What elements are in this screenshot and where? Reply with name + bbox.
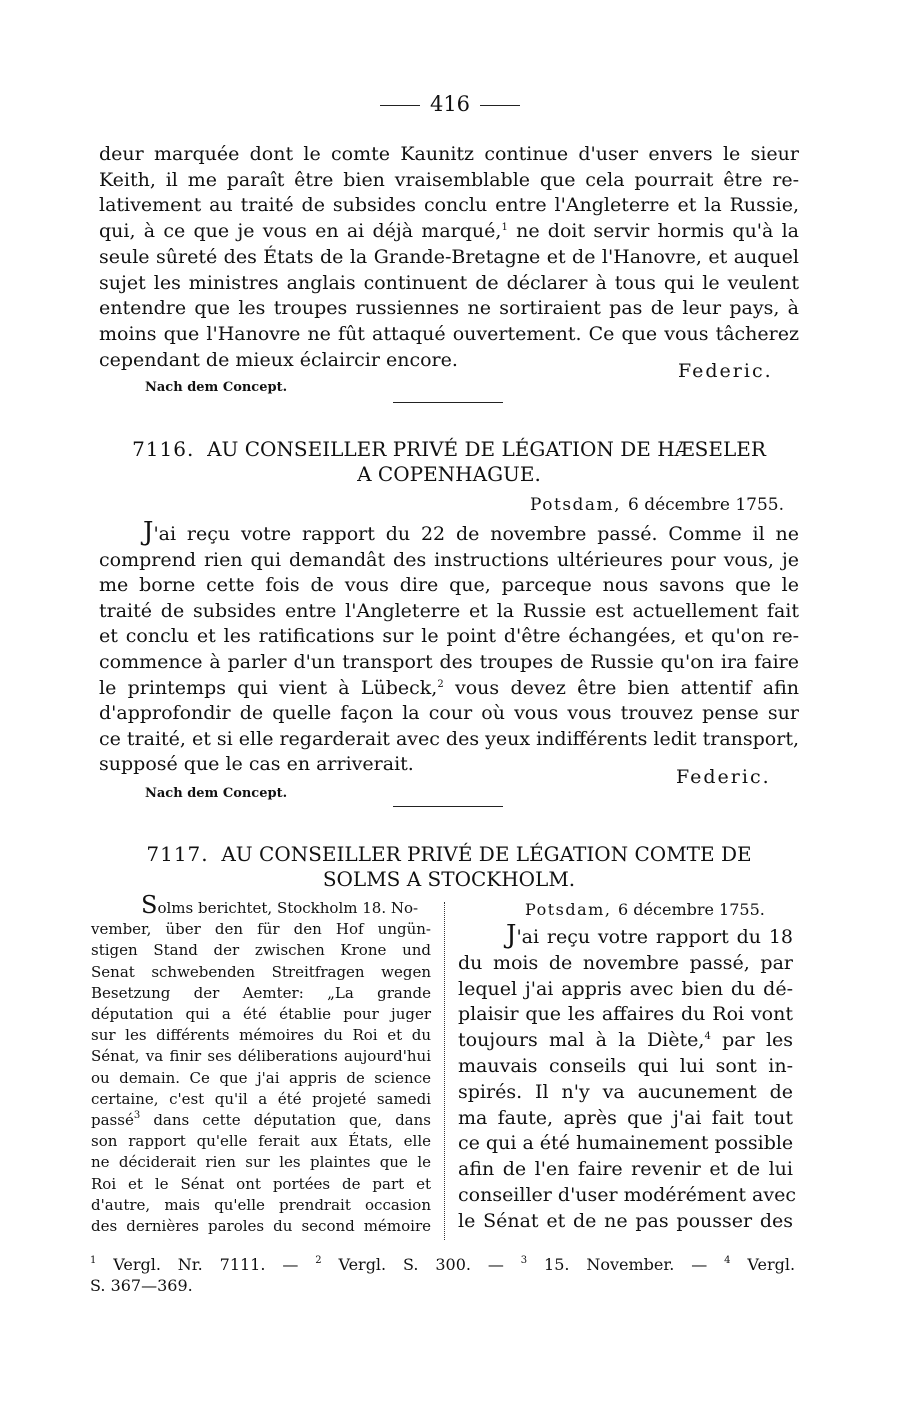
- text-line: moins que l'Hanovre ne fût attaqué ouvertement. Ce que vous tâcherez: [99, 322, 799, 345]
- signature: Federic.: [676, 766, 771, 788]
- letter-title: [99, 842, 799, 892]
- text-line: Roi et le Sénat ont portées de part et: [91, 1174, 431, 1193]
- text-line: cependant de mieux éclaircir encore.: [99, 348, 458, 371]
- text-line: [91, 1110, 431, 1131]
- text-line: me borne cette fois de vous dire que, parceque nous savons que le: [99, 574, 799, 597]
- text-line: [458, 1028, 793, 1054]
- page-number: 416: [429, 92, 471, 116]
- title-line: AU CONSEILLER PRIVÉ DE LÉGATION DE HÆSELER: [207, 437, 766, 461]
- text-line: le Sénat et de ne pas pousser des: [458, 1209, 793, 1232]
- text-fragment: olms berichtet, Stockholm 18. No-: [157, 899, 419, 917]
- letter-number: 7116.: [132, 437, 195, 461]
- text-line: commence à parler d'un transport des troupes de Russie qu'on ira faire: [99, 650, 799, 673]
- text-line: seule sûreté des États de la Grande-Bretagne et de l'Hanovre, et auquel: [99, 245, 799, 268]
- text-line: ce qui a été humainement possible: [458, 1132, 794, 1155]
- text-line: [91, 891, 431, 919]
- letter-title: [99, 437, 799, 487]
- text-line: et conclu et les ratifications sur le point d'être échangées, et qu'on re-: [99, 625, 799, 648]
- text-fragment: le printemps qui vient à Lübeck,: [99, 676, 438, 699]
- text-line: [458, 920, 793, 951]
- source-note: Nach dem Concept.: [145, 786, 288, 801]
- header-dash-right: [480, 105, 520, 106]
- footnote-text: 15. November. —: [544, 1255, 708, 1274]
- letter-body-column: [458, 920, 796, 1235]
- place: Potsdam,: [530, 495, 622, 515]
- footnote-mark: 1: [90, 1255, 97, 1266]
- footnote-mark: 3: [520, 1255, 528, 1266]
- text-line: lativement au traité de subsides conclu entre l'Angleterre et la Russie,: [99, 194, 799, 217]
- letter-body: [99, 517, 800, 778]
- text-line: vember, über den für den Hof ungün-: [91, 920, 431, 939]
- text-line: du mois de novembre passé, par: [458, 951, 793, 974]
- text-line: plaisir que les affaires du Roi vont: [458, 1003, 793, 1026]
- initial-letter: J: [506, 920, 517, 950]
- text-line: [99, 219, 799, 245]
- column-divider: [444, 902, 445, 1240]
- dateline: [525, 900, 765, 919]
- text-line: ma faute, après que j'ai fait tout: [458, 1106, 793, 1129]
- date: 6 décembre 1755.: [628, 495, 785, 515]
- footnote-text: Vergl. S. 300. —: [338, 1255, 504, 1274]
- letter-number: 7117.: [146, 842, 209, 866]
- text-line: stigen Stand der zwischen Krone und: [91, 941, 431, 960]
- text-line: spirés. Il n'y va aucunement de: [458, 1080, 793, 1103]
- footnotes: [90, 1254, 795, 1296]
- text-line: certaine, c'est qu'il a été projeté samedi: [91, 1089, 431, 1108]
- initial-letter: S: [141, 891, 158, 919]
- text-line: conseiller d'user modérément avec: [458, 1183, 796, 1206]
- footnote-mark: 2: [315, 1255, 322, 1266]
- text-line: mauvais conseils qui lui sont in-: [458, 1054, 793, 1077]
- place: Potsdam,: [525, 900, 612, 919]
- title-line: AU CONSEILLER PRIVÉ DE LÉGATION COMTE DE: [221, 842, 752, 866]
- text-line: Keith, il me paraît être bien vraisemblable que cela pourrait être re-: [99, 168, 799, 191]
- text-fragment: qui, à ce que je vous en ai déjà marqué,: [99, 220, 502, 243]
- text-line: entendre que les troupes russiennes ne sortiraient pas de leur pays, à: [99, 297, 799, 320]
- text-line: députation qui a été établie pour juger: [91, 1005, 431, 1024]
- text-fragment: 'ai reçu votre rapport du 22 de novembre passé. Comme il ne: [153, 523, 799, 545]
- footnote-mark: 4: [724, 1255, 731, 1266]
- text-line: [99, 517, 799, 548]
- footnote-ref: 1: [501, 222, 508, 234]
- footnote-line: S. 367—369.: [90, 1276, 193, 1295]
- text-line: ne déciderait rien sur les plaintes que le: [91, 1153, 431, 1172]
- initial-letter: J: [143, 517, 154, 547]
- summary-column: [91, 891, 431, 1237]
- text-line: Sénat, va finir ses déliberations aujourd'hui: [91, 1047, 431, 1066]
- text-line: lequel j'ai appris avec bien du dé-: [458, 977, 793, 1000]
- text-line: [99, 676, 799, 702]
- continuation-paragraph: [99, 142, 799, 373]
- source-note: Nach dem Concept.: [145, 380, 288, 395]
- text-fragment: par les: [722, 1029, 794, 1052]
- title-line: SOLMS A STOCKHOLM.: [322, 867, 576, 891]
- footnote-text: Vergl. Nr. 7111. —: [113, 1255, 299, 1274]
- text-line: Senat schwebenden Streitfragen wegen: [91, 962, 431, 981]
- page-header: [0, 92, 900, 116]
- text-line: des dernières paroles du second mémoire: [91, 1217, 431, 1236]
- footnote-ref: 4: [704, 1031, 711, 1043]
- footnote-text: Vergl.: [747, 1255, 796, 1274]
- text-fragment: passé: [91, 1111, 134, 1130]
- dateline: [530, 495, 784, 515]
- text-fragment: 'ai reçu votre rapport du 18: [516, 926, 793, 948]
- text-fragment: vous devez être bien attentif afin: [455, 676, 799, 699]
- text-line: d'approfondir de quelle façon la cour où vous vous trouvez pense sur: [99, 702, 799, 725]
- text-line: sujet les ministres anglais continuent de déclarer à tous qui le veulent: [99, 271, 799, 294]
- text-fragment: dans cette députation que, dans: [153, 1111, 431, 1130]
- text-line: Besetzung der Aemter: „La grande: [91, 983, 431, 1002]
- text-line: comprend rien qui demandât des instructions ultérieures pour vous, je: [99, 548, 799, 571]
- footnote-line: [90, 1254, 795, 1275]
- text-line: traité de subsides entre l'Angleterre et la Russie est actuellement fait: [99, 599, 799, 622]
- text-line: afin de l'en faire revenir et de lui: [458, 1158, 793, 1181]
- title-line: A COPENHAGUE.: [357, 462, 541, 486]
- text-line: deur marquée dont le comte Kaunitz continue d'user envers le sieur: [99, 143, 799, 165]
- footnote-ref: 2: [437, 678, 444, 690]
- text-line: son rapport qu'elle ferait aux États, elle: [91, 1132, 431, 1151]
- text-line: ce traité, et si elle regarderait avec des yeux indifférents ledit transport,: [99, 727, 800, 750]
- text-line: ou demain. Ce que j'ai appris de science: [91, 1068, 431, 1087]
- text-fragment: ne doit servir hormis qu'à la: [516, 220, 799, 243]
- signature: Federic.: [678, 360, 773, 382]
- text-line: d'autre, mais qu'elle prendrait occasion: [91, 1195, 431, 1214]
- header-dash-left: [380, 105, 420, 106]
- section-divider: [393, 402, 503, 403]
- text-line: supposé que le cas en arriverait.: [99, 753, 414, 776]
- footnote-ref: 3: [133, 1110, 141, 1122]
- date: 6 décembre 1755.: [618, 900, 765, 919]
- section-divider: [393, 806, 503, 807]
- text-line: sur les différents mémoires du Roi et du: [91, 1026, 431, 1045]
- text-fragment: toujours mal à la Diète,: [458, 1029, 705, 1052]
